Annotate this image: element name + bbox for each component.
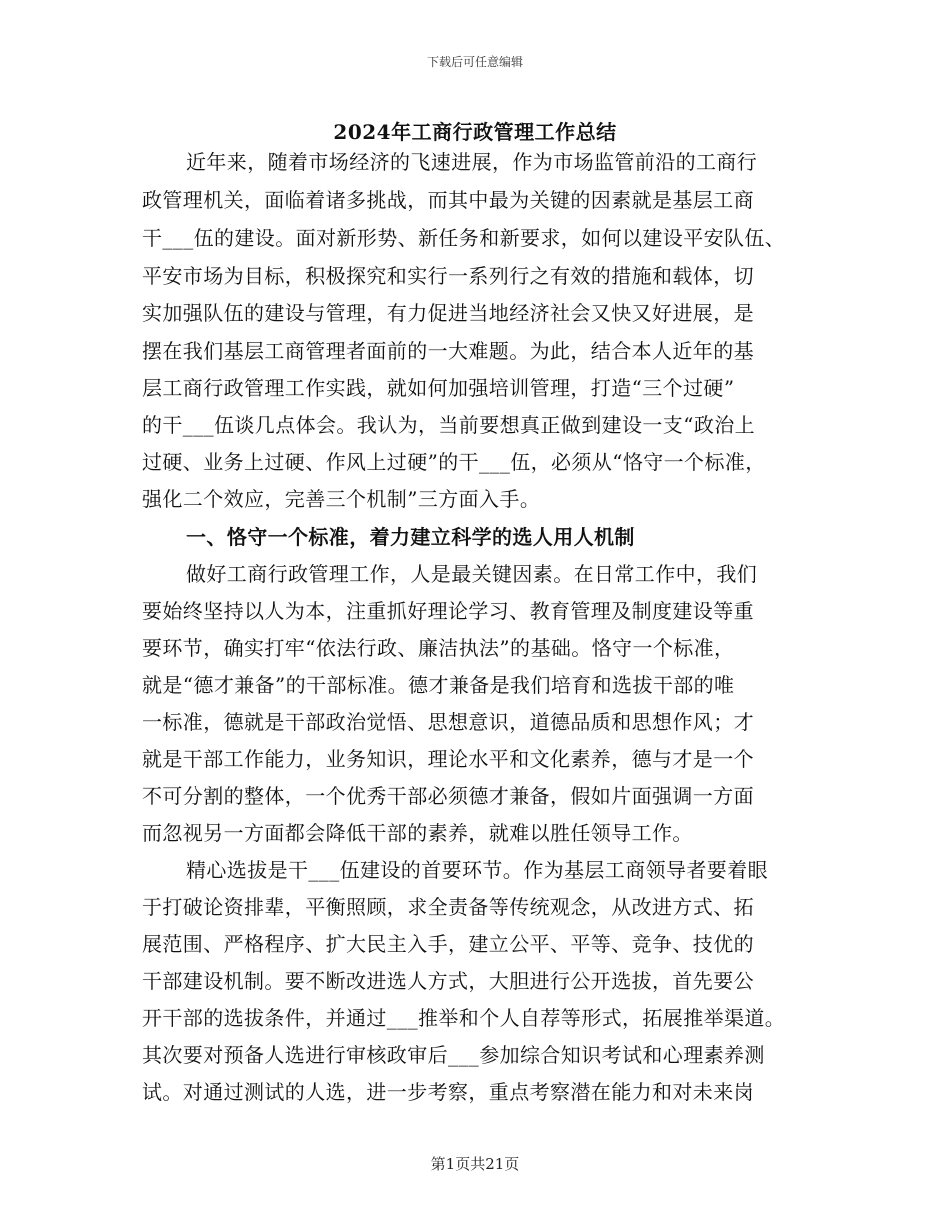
body-line: 做好工商行政管理工作，人是最关键因素。在日常工作中，我们 [186,562,758,586]
body-line: 近年来，随着市场经济的飞速进展，作为市场监管前沿的工商行 [186,150,758,174]
body-line: 试。对通过测试的人选，进一步考察，重点考察潜在能力和对未来岗 [142,1080,754,1104]
body-line: 于打破论资排辈，平衡照顾，求全责备等传统观念，从改进方式、拓 [142,895,754,919]
page-footer-number: 第1页共21页 [430,1155,520,1173]
section-heading: 一、恪守一个标准，着力建立科学的选人用人机制 [186,525,635,549]
body-line: 实加强队伍的建设与管理，有力促进当地经济社会又快又好进展，是 [142,301,754,325]
body-line: 开干部的选拔条件，并通过___推举和个人自荐等形式，拓展推举渠道。 [142,1006,786,1030]
body-line: 不可分割的整体，一个优秀干部必须德才兼备，假如片面强调一方面 [142,784,754,808]
body-line: 就是“德才兼备”的干部标准。德才兼备是我们培育和选拔干部的唯 [142,673,735,697]
body-line: 而忽视另一方面都会降低干部的素养，就难以胜任领导工作。 [142,821,693,845]
body-line: 就是干部工作能力，业务知识，理论水平和文化素养，德与才是一个 [142,747,754,771]
body-line: 过硬、业务上过硬、作风上过硬”的干___伍，必须从“恪守一个标准， [142,450,766,474]
body-line: 政管理机关，面临着诸多挑战，而其中最为关键的因素就是基层工商 [142,188,754,212]
body-line: 层工商行政管理工作实践，就如何加强培训管理，打造“三个过硬” [142,376,735,400]
body-line: 干___伍的建设。面对新形势、新任务和新要求，如何以建设平安队伍、 [142,226,786,250]
body-line: 干部建设机制。要不断改进选人方式，大胆进行公开选拔，首先要公 [142,969,754,993]
document-title: 2024年工商行政管理工作总结 [333,120,617,144]
body-line: 要环节，确实打牢“依法行政、廉洁执法”的基础。恪守一个标准， [142,636,735,660]
page-header-note: 下载后可任意编辑 [426,55,523,69]
body-line: 一标准，德就是干部政治觉悟、思想意识，道德品质和思想作风；才 [142,710,754,734]
body-line: 其次要对预备人选进行审核政审后___参加综合知识考试和心理素养测 [142,1043,765,1067]
body-line: 的干___伍谈几点体会。我认为，当前要想真正做到建设一支“政治上 [142,413,756,437]
body-line: 强化二个效应，完善三个机制”三方面入手。 [142,487,541,511]
body-line: 精心选拔是干___伍建设的首要环节。作为基层工商领导者要着眼 [186,858,768,882]
body-line: 平安市场为目标，积极探究和实行一系列行之有效的措施和载体，切 [142,264,754,288]
body-line: 要始终坚持以人为本，注重抓好理论学习、教育管理及制度建设等重 [142,599,754,623]
body-line: 展范围、严格程序、扩大民主入手，建立公平、平等、竞争、技优的 [142,932,754,956]
body-line: 摆在我们基层工商管理者面前的一大难题。为此，结合本人近年的基 [142,339,754,363]
